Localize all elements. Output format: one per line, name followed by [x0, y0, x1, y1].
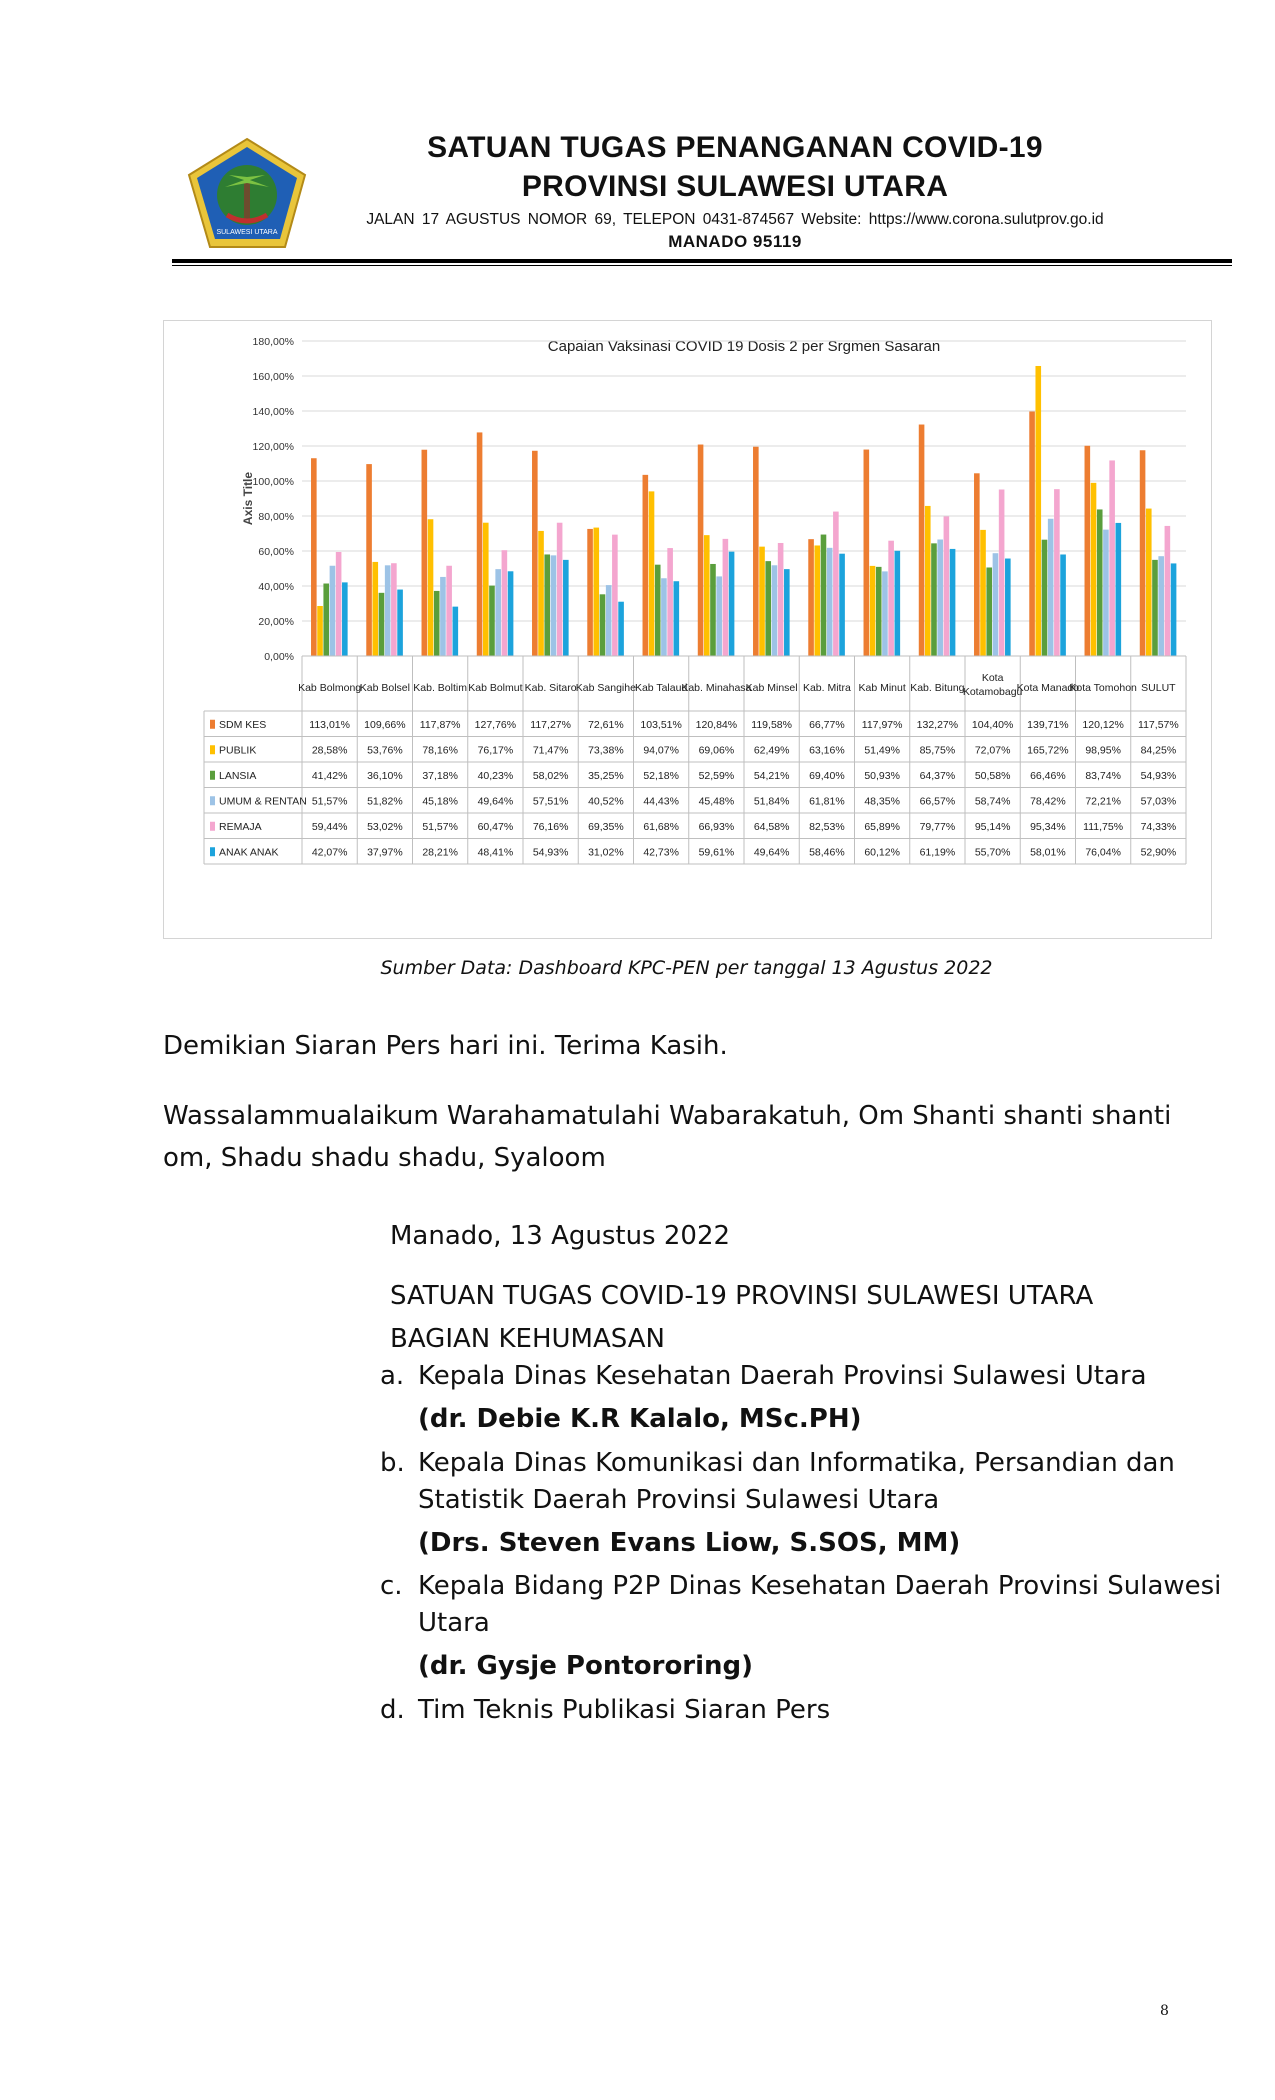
data-label: 40,52% [588, 795, 624, 808]
legend-entry: REMAJA [219, 820, 262, 833]
data-label: 127,76% [474, 718, 517, 731]
category-label: SULUT [1141, 682, 1176, 694]
bar-umum-rentan [1158, 556, 1164, 656]
bar-umum-rentan [495, 569, 501, 656]
bar-sdm-kes [808, 539, 814, 656]
data-label: 132,27% [916, 718, 959, 731]
bar-lansia [1097, 509, 1103, 656]
data-label: 53,02% [367, 820, 403, 833]
provincial-logo [185, 135, 310, 253]
bar-sdm-kes [422, 450, 428, 656]
y-tick-label: 80,00% [258, 511, 294, 523]
data-label: 117,87% [419, 718, 461, 731]
data-label: 48,35% [864, 795, 900, 808]
list-marker: d. [380, 1695, 405, 1725]
bar-publik [759, 547, 765, 656]
data-label: 79,77% [919, 820, 956, 833]
data-label: 103,51% [640, 718, 682, 731]
bar-sdm-kes [1140, 450, 1146, 656]
data-label: 28,21% [422, 846, 458, 859]
bar-lansia [710, 564, 716, 656]
data-label: 41,42% [311, 769, 348, 782]
bar-lansia [1042, 540, 1048, 656]
bar-lansia [876, 567, 882, 656]
bar-anak-anak [674, 581, 680, 656]
legend-entry: PUBLIK [219, 744, 257, 757]
bar-remaja [612, 535, 618, 656]
category-label: Kab Minut [858, 682, 906, 694]
bar-umum-rentan [385, 565, 391, 656]
data-label: 35,25% [588, 769, 624, 782]
data-label: 69,40% [809, 769, 845, 782]
data-label: 117,97% [861, 718, 903, 731]
bar-publik [372, 562, 378, 656]
bar-sdm-kes [919, 425, 925, 656]
bar-sdm-kes [532, 451, 538, 656]
bar-anak-anak [1116, 523, 1122, 656]
bar-sdm-kes [643, 475, 649, 656]
bar-publik [870, 566, 876, 656]
header-city: MANADO 95119 [668, 232, 802, 251]
data-label: 52,90% [1140, 846, 1177, 859]
data-label: 53,76% [367, 744, 403, 757]
data-label: 84,25% [1140, 744, 1177, 757]
category-label: Kab. Minahasa [681, 682, 752, 694]
y-tick-label: 180,00% [252, 336, 294, 348]
data-label: 117,27% [530, 718, 571, 731]
category-label: Kota Tomohon [1069, 682, 1137, 694]
category-label: Kab. Boltim [413, 682, 467, 694]
data-label: 72,61% [588, 718, 624, 731]
data-label: 64,58% [753, 820, 790, 833]
bar-umum-rentan [330, 566, 336, 656]
bar-umum-rentan [661, 578, 667, 656]
list-marker: c. [380, 1571, 403, 1601]
signatory-item-a [380, 1358, 1240, 1438]
data-label: 65,89% [864, 820, 900, 833]
data-label: 54,21% [753, 769, 790, 782]
data-label: 50,93% [864, 769, 900, 782]
bar-sdm-kes [311, 458, 317, 656]
category-label: Kab Bolsel [359, 682, 410, 694]
data-label: 95,34% [1030, 820, 1066, 833]
bar-remaja [833, 512, 839, 656]
data-label: 54,93% [532, 846, 569, 859]
data-label: 51,57% [311, 795, 348, 808]
data-label: 76,17% [477, 744, 514, 757]
bar-lansia [600, 594, 606, 656]
data-label: 51,57% [422, 820, 458, 833]
bar-lansia [931, 543, 937, 656]
data-label: 69,35% [588, 820, 624, 833]
data-label: 59,61% [698, 846, 735, 859]
data-label: 61,81% [809, 795, 845, 808]
category-label: Kota [981, 672, 1004, 684]
y-tick-label: 100,00% [252, 476, 294, 488]
bar-umum-rentan [440, 577, 446, 656]
bar-publik [538, 531, 544, 656]
place-date: Manado, 13 Agustus 2022 [390, 1221, 731, 1251]
data-label: 66,77% [809, 718, 845, 731]
data-label: 42,07% [311, 846, 348, 859]
org-line2: BAGIAN KEHUMASAN [390, 1324, 665, 1354]
data-label: 72,07% [974, 744, 1011, 757]
bar-anak-anak [1005, 559, 1011, 656]
data-label: 51,82% [367, 795, 403, 808]
bar-remaja [888, 541, 894, 656]
data-label: 58,74% [974, 795, 1011, 808]
data-label: 66,46% [1030, 769, 1066, 782]
bar-lansia [544, 554, 550, 656]
signatory-title: Kepala Dinas Komunikasi dan Informatika, Persandian dan Statistik Daerah Provinsi Sulawesi Utara [418, 1448, 1175, 1515]
category-label: Kotamobagu [962, 686, 1023, 698]
data-label: 40,23% [477, 769, 514, 782]
data-label: 45,48% [698, 795, 735, 808]
data-label: 36,10% [367, 769, 403, 782]
data-label: 94,07% [643, 744, 679, 757]
data-label: 57,51% [532, 795, 569, 808]
data-label: 44,43% [643, 795, 679, 808]
category-label: Kota Manado [1016, 682, 1080, 694]
bar-anak-anak [397, 590, 403, 656]
closing-paragraph: Demikian Siaran Pers hari ini. Terima Kasih. [163, 1031, 728, 1061]
data-label: 69,06% [698, 744, 735, 757]
bar-publik [814, 545, 820, 656]
y-tick-label: 140,00% [252, 406, 294, 418]
data-label: 82,53% [809, 820, 845, 833]
bar-sdm-kes [864, 450, 870, 656]
bar-remaja [667, 548, 673, 656]
data-label: 49,64% [477, 795, 514, 808]
signatory-item-b [380, 1445, 1240, 1562]
data-label: 58,01% [1030, 846, 1066, 859]
bar-lansia [986, 567, 992, 656]
data-label: 64,37% [919, 769, 956, 782]
data-label: 51,84% [753, 795, 790, 808]
signatory-title: Kepala Dinas Kesehatan Daerah Provinsi Sulawesi Utara [418, 1361, 1147, 1391]
data-label: 111,75% [1083, 820, 1124, 833]
legend-swatch [210, 822, 215, 831]
list-marker: a. [380, 1361, 405, 1391]
category-label: Kab. Mitra [802, 682, 851, 694]
bar-remaja [999, 490, 1005, 656]
y-tick-label: 40,00% [258, 581, 294, 593]
data-label: 42,73% [643, 846, 679, 859]
bar-publik [483, 523, 489, 656]
bar-umum-rentan [882, 571, 888, 656]
y-tick-label: 120,00% [252, 441, 294, 453]
data-label: 51,49% [864, 744, 900, 757]
list-marker: b. [380, 1448, 405, 1478]
category-label: Kab Sangihe [575, 682, 636, 694]
data-label: 55,70% [974, 846, 1011, 859]
bar-anak-anak [508, 571, 514, 656]
bar-publik [593, 528, 599, 656]
data-label: 109,66% [364, 718, 406, 731]
data-label: 120,12% [1082, 718, 1124, 731]
bar-remaja [1054, 489, 1060, 656]
legend-swatch [210, 796, 215, 805]
data-label: 60,12% [864, 846, 900, 859]
bar-umum-rentan [606, 585, 612, 656]
legend-entry: LANSIA [219, 769, 257, 782]
data-label: 50,58% [974, 769, 1011, 782]
bar-umum-rentan [551, 555, 557, 656]
bar-sdm-kes [366, 464, 372, 656]
bar-remaja [502, 550, 508, 656]
bar-lansia [765, 561, 771, 656]
bar-lansia [655, 565, 661, 656]
data-label: 61,19% [919, 846, 956, 859]
data-label: 74,33% [1140, 820, 1177, 833]
bar-remaja [944, 516, 950, 656]
bar-anak-anak [839, 554, 845, 656]
category-label: Kab Bolmut [468, 682, 523, 694]
data-label: 52,18% [643, 769, 679, 782]
data-label: 165,72% [1027, 744, 1069, 757]
bar-lansia [323, 584, 329, 656]
bar-anak-anak [342, 582, 348, 656]
data-label: 63,16% [809, 744, 845, 757]
bar-publik [704, 535, 710, 656]
legend-entry: ANAK ANAK [219, 846, 279, 859]
data-label: 61,68% [643, 820, 679, 833]
data-label: 98,95% [1085, 744, 1121, 757]
bar-remaja [446, 566, 452, 656]
header-rule-thick [172, 259, 1232, 263]
data-label: 45,18% [422, 795, 458, 808]
legend-swatch [210, 771, 215, 780]
header-title-line1: SATUAN TUGAS PENANGANAN COVID-19 [427, 131, 1043, 164]
data-label: 104,40% [971, 718, 1014, 731]
data-label: 76,04% [1085, 846, 1121, 859]
bar-remaja [723, 539, 729, 656]
category-label: Kab Minsel [745, 682, 798, 694]
bar-umum-rentan [937, 540, 943, 656]
bar-publik [980, 530, 986, 656]
category-label: Kab. Sitaro [524, 682, 577, 694]
y-tick-label: 20,00% [258, 616, 294, 628]
header-address: JALAN 17 AGUSTUS NOMOR 69, TELEPON 0431-874567 Website: https://www.corona.sulutprov.go.id [366, 211, 1104, 228]
bar-umum-rentan [827, 548, 833, 656]
bar-anak-anak [453, 607, 459, 656]
data-label: 113,01% [309, 718, 350, 731]
data-label: 31,02% [588, 846, 624, 859]
header-title-line2: PROVINSI SULAWESI UTARA [521, 170, 949, 203]
bar-umum-rentan [1048, 519, 1054, 656]
signatory-name: (dr. Debie K.R Kalalo, MSc.PH) [418, 1404, 862, 1434]
bar-anak-anak [784, 569, 790, 656]
data-label: 49,64% [753, 846, 790, 859]
bar-umum-rentan [772, 565, 778, 656]
header-rule-thin [172, 265, 1232, 266]
data-label: 37,97% [367, 846, 403, 859]
legend-swatch [210, 847, 215, 856]
data-label: 73,38% [588, 744, 624, 757]
bar-sdm-kes [753, 447, 759, 656]
bar-publik [1146, 509, 1152, 656]
data-label: 72,21% [1085, 795, 1121, 808]
bar-anak-anak [618, 602, 624, 656]
bar-anak-anak [563, 560, 569, 656]
data-label: 48,41% [477, 846, 514, 859]
bar-anak-anak [895, 551, 901, 656]
chart-svg [164, 321, 1211, 938]
category-label: Kab Talaud [634, 682, 688, 694]
data-label: 59,44% [311, 820, 348, 833]
signatory-name: (Drs. Steven Evans Liow, S.SOS, MM) [418, 1528, 961, 1558]
data-label: 54,93% [1140, 769, 1177, 782]
chart-title: Capaian Vaksinasi COVID 19 Dosis 2 per Srgmen Sasaran [547, 338, 941, 355]
bar-publik [317, 606, 323, 656]
bar-lansia [379, 593, 385, 656]
bar-lansia [434, 591, 440, 656]
bar-remaja [1109, 460, 1115, 656]
data-label: 78,16% [422, 744, 458, 757]
y-tick-label: 0,00% [264, 651, 294, 663]
data-label: 57,03% [1140, 795, 1177, 808]
bar-remaja [336, 552, 342, 656]
signatory-item-d [380, 1692, 1240, 1729]
bar-lansia [489, 586, 495, 656]
legend-swatch [210, 745, 215, 754]
data-label: 85,75% [919, 744, 956, 757]
data-label: 76,16% [532, 820, 569, 833]
signatory-item-c [380, 1568, 1240, 1685]
bar-umum-rentan [1103, 530, 1109, 656]
data-label: 62,49% [753, 744, 790, 757]
signatory-title: Tim Teknis Publikasi Siaran Pers [418, 1695, 831, 1725]
data-label: 52,59% [698, 769, 735, 782]
data-label: 58,46% [809, 846, 845, 859]
bar-publik [1035, 366, 1041, 656]
bar-remaja [778, 543, 784, 656]
data-label: 120,84% [695, 718, 738, 731]
bar-umum-rentan [993, 553, 999, 656]
bar-anak-anak [729, 552, 735, 656]
vaccination-chart [163, 320, 1212, 939]
data-label: 78,42% [1030, 795, 1066, 808]
data-label: 119,58% [751, 718, 792, 731]
data-label: 71,47% [532, 744, 569, 757]
bar-publik [649, 491, 655, 656]
data-label: 60,47% [477, 820, 514, 833]
bar-sdm-kes [1085, 446, 1091, 656]
data-label: 28,58% [311, 744, 348, 757]
data-label: 37,18% [422, 769, 458, 782]
bar-sdm-kes [974, 473, 980, 656]
bar-umum-rentan [716, 576, 722, 656]
data-label: 139,71% [1027, 718, 1069, 731]
greeting-paragraph: Wassalammualaikum Warahamatulahi Wabarakatuh, Om Shanti shanti shanti om, Shadu shadu shadu, Syaloom [163, 1101, 1172, 1173]
data-label: 66,93% [698, 820, 735, 833]
data-label: 83,74% [1085, 769, 1121, 782]
y-tick-label: 160,00% [252, 371, 294, 383]
bar-anak-anak [950, 549, 956, 656]
signatory-title: Kepala Bidang P2P Dinas Kesehatan Daerah Provinsi Sulawesi Utara [418, 1571, 1222, 1638]
category-label: Kab. Bitung [910, 682, 965, 694]
y-tick-label: 60,00% [258, 546, 294, 558]
legend-swatch [210, 720, 215, 729]
data-label: 58,02% [532, 769, 569, 782]
y-axis-title: Axis Title [241, 471, 255, 526]
bar-remaja [1165, 526, 1171, 656]
bar-lansia [821, 535, 827, 656]
bar-remaja [391, 563, 397, 656]
bar-sdm-kes [477, 432, 483, 656]
bar-publik [1091, 483, 1097, 656]
data-label: 95,14% [974, 820, 1011, 833]
bar-anak-anak [1171, 563, 1177, 656]
legend-entry: SDM KES [219, 718, 267, 731]
data-label: 66,57% [919, 795, 956, 808]
org-line1: SATUAN TUGAS COVID-19 PROVINSI SULAWESI UTARA [390, 1281, 1094, 1311]
bar-anak-anak [1060, 554, 1066, 656]
bar-sdm-kes [1029, 412, 1035, 656]
bar-publik [428, 519, 434, 656]
data-label: 117,57% [1138, 718, 1179, 731]
bar-publik [925, 506, 931, 656]
source-note: Sumber Data: Dashboard KPC-PEN per tanggal 13 Agustus 2022 [380, 957, 993, 979]
legend-entry: UMUM & RENTAN [219, 795, 307, 808]
page-number: 8 [1160, 2003, 1169, 2019]
bar-remaja [557, 523, 563, 656]
bar-sdm-kes [698, 445, 704, 656]
signatory-name: (dr. Gysje Pontororing) [418, 1651, 754, 1681]
bar-lansia [1152, 560, 1158, 656]
logo-caption: SULAWESI UTARA [216, 229, 278, 236]
bar-sdm-kes [587, 529, 593, 656]
category-label: Kab Bolmong [298, 682, 362, 694]
